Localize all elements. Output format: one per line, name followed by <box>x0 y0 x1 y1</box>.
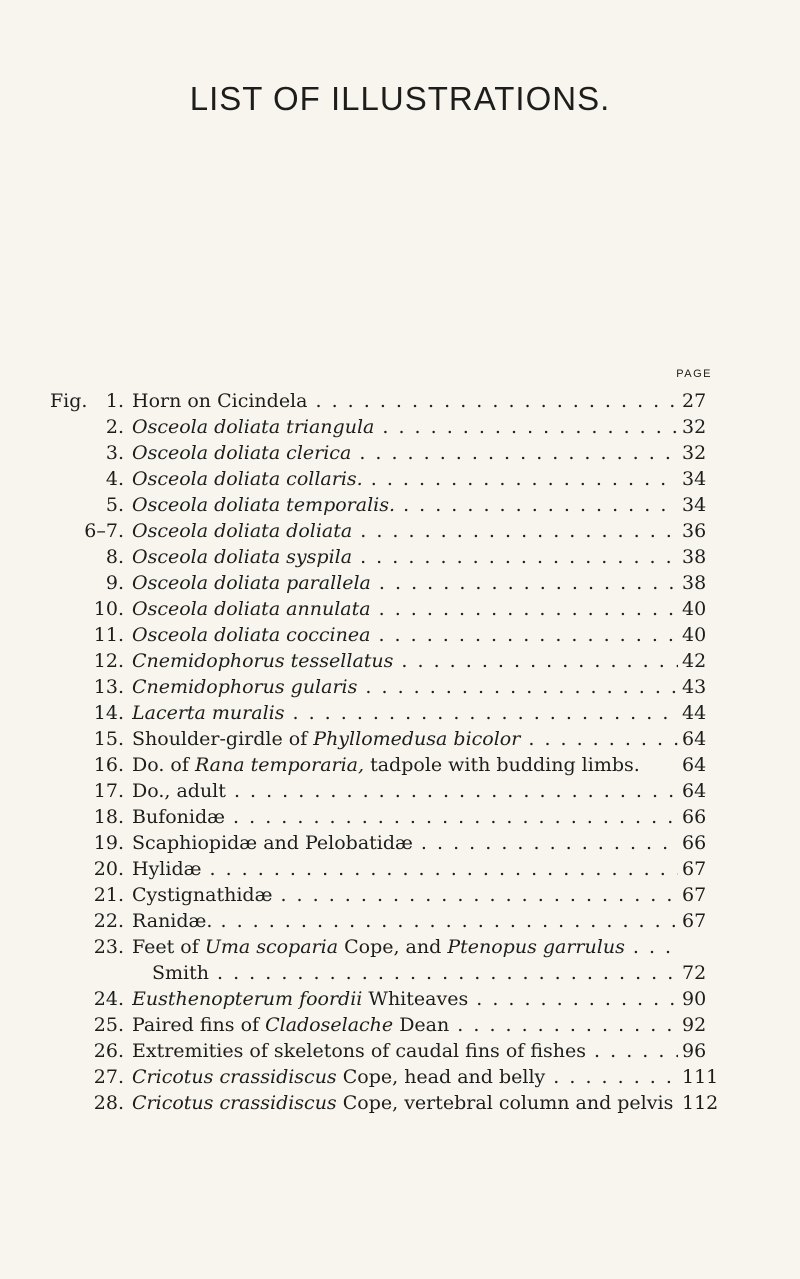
caption-segment: Osceola doliata syspila <box>132 546 353 568</box>
page-number: 67 <box>682 908 716 934</box>
figure-caption <box>132 622 678 648</box>
page-number: 36 <box>682 518 716 544</box>
list-item <box>0 752 800 778</box>
caption-segment: Cladoselache <box>265 1014 394 1036</box>
figure-caption <box>132 388 678 414</box>
page-number: 40 <box>682 596 716 622</box>
figure-caption <box>132 674 678 700</box>
list-item <box>0 570 800 596</box>
illustrations-list <box>0 388 800 1116</box>
list-item <box>0 804 800 830</box>
figure-number: 25. <box>93 1014 124 1036</box>
page-number: 66 <box>682 804 716 830</box>
caption-segment: Smith <box>152 962 209 984</box>
figure-number: 5. <box>105 494 124 516</box>
caption-segment: Osceola doliata parallela <box>132 572 371 594</box>
figure-caption <box>132 440 678 466</box>
list-item <box>0 778 800 804</box>
page-number: 67 <box>682 856 716 882</box>
page-number: 67 <box>682 882 716 908</box>
figure-number: 3. <box>105 442 124 464</box>
figure-caption <box>132 1038 678 1064</box>
figure-number: 4. <box>105 468 124 490</box>
figure-caption <box>132 544 678 570</box>
figure-number: 8. <box>105 546 124 568</box>
caption-segment: Eusthenopterum foordii <box>132 988 363 1010</box>
list-item <box>0 908 800 934</box>
page-number: 40 <box>682 622 716 648</box>
caption-segment: Do., adult <box>132 780 226 802</box>
caption-segment: Cope, and <box>338 936 448 958</box>
figure-caption <box>132 726 678 752</box>
page-number: 38 <box>682 570 716 596</box>
figure-number: 23. <box>93 936 124 958</box>
page-number: 42 <box>682 648 716 674</box>
list-item <box>0 518 800 544</box>
figure-number: 18. <box>93 806 124 828</box>
caption-segment: Cricotus crassidiscus <box>132 1066 337 1088</box>
figure-caption <box>132 804 678 830</box>
page-number: 64 <box>682 778 716 804</box>
list-item <box>0 492 800 518</box>
page-number: 64 <box>682 726 716 752</box>
figure-caption <box>132 908 678 934</box>
figure-number: 9. <box>105 572 124 594</box>
list-item <box>0 622 800 648</box>
figure-number: 2. <box>105 416 124 438</box>
caption-segment: Feet of <box>132 936 205 958</box>
caption-segment: Paired fins of <box>132 1014 266 1036</box>
figure-number: 17. <box>93 780 124 802</box>
page-number: 34 <box>682 466 716 492</box>
figure-number: 26. <box>93 1040 124 1062</box>
list-item <box>0 466 800 492</box>
figure-number: 28. <box>93 1092 124 1114</box>
figure-number: 11. <box>93 624 124 646</box>
page-number: 72 <box>682 960 716 986</box>
figure-number: 24. <box>93 988 124 1010</box>
page-number: 111 <box>682 1066 719 1088</box>
list-item <box>0 388 800 414</box>
caption-segment: Bufonidæ <box>132 806 226 828</box>
figure-caption <box>132 1090 678 1116</box>
list-item <box>0 1090 800 1116</box>
page-number: 90 <box>682 986 716 1012</box>
figure-caption <box>132 414 678 440</box>
figure-number: 1. <box>105 390 124 412</box>
page-number: 64 <box>682 752 716 778</box>
page-column-header: PAGE <box>676 368 712 380</box>
caption-segment: Horn on Cicindela <box>132 390 308 412</box>
page-number: 66 <box>682 830 716 856</box>
figure-caption <box>132 596 678 622</box>
figure-number: 16. <box>93 754 124 776</box>
figure-number: 21. <box>93 884 124 906</box>
caption-segment: Cnemidophorus gularis <box>132 676 358 698</box>
list-item <box>0 856 800 882</box>
caption-segment: Uma scoparia <box>204 936 339 958</box>
caption-segment: Hylidæ <box>132 858 202 880</box>
caption-segment: Ranidæ. <box>132 910 213 932</box>
figure-caption <box>132 882 678 908</box>
list-item <box>0 648 800 674</box>
figure-number: 13. <box>93 676 124 698</box>
caption-segment: Osceola doliata clerica <box>132 442 352 464</box>
caption-segment: Cope, vertebral column and pelvis <box>336 1092 674 1114</box>
caption-segment: Cnemidophorus tessellatus <box>132 650 394 672</box>
figure-number: 14. <box>93 702 124 724</box>
page-number: 96 <box>682 1038 716 1064</box>
caption-segment: Lacerta muralis <box>132 702 285 724</box>
list-item <box>0 934 800 986</box>
list-item <box>0 700 800 726</box>
caption-segment: Ptenopus garrulus <box>447 936 625 958</box>
figure-number: 15. <box>93 728 124 750</box>
caption-segment: Whiteaves <box>362 988 469 1010</box>
caption-segment: Cope, head and belly <box>336 1066 546 1088</box>
page-number: 44 <box>682 700 716 726</box>
caption-segment: Osceola doliata doliata <box>132 520 353 542</box>
caption-segment: Scaphiopidæ and Pelobatidæ <box>132 832 413 854</box>
figure-caption <box>132 700 678 726</box>
caption-segment: Cystignathidæ <box>132 884 273 906</box>
list-item <box>0 986 800 1012</box>
list-item <box>0 1012 800 1038</box>
figure-caption <box>132 778 678 804</box>
caption-segment: Osceola doliata annulata <box>132 598 371 620</box>
page-number: 34 <box>682 492 716 518</box>
page-number: 112 <box>682 1092 719 1114</box>
caption-segment: Do. of <box>132 754 195 776</box>
page-number: 92 <box>682 1012 716 1038</box>
fig-label: Fig. <box>50 390 88 412</box>
page-title: LIST OF ILLUSTRATIONS. <box>189 80 611 117</box>
list-item <box>0 1038 800 1064</box>
caption-segment: Rana temporaria, <box>194 754 365 776</box>
list-item <box>0 596 800 622</box>
list-item <box>0 414 800 440</box>
figure-number: 10. <box>93 598 124 620</box>
page-number: 38 <box>682 544 716 570</box>
page-number: 32 <box>682 414 716 440</box>
list-item <box>0 1064 800 1090</box>
figure-caption <box>132 518 678 544</box>
caption-segment: Osceola doliata triangula <box>132 416 375 438</box>
caption-segment: Cricotus crassidiscus <box>132 1092 337 1114</box>
list-item <box>0 674 800 700</box>
page-number: 43 <box>682 674 716 700</box>
figure-caption <box>132 1012 678 1038</box>
list-item <box>0 544 800 570</box>
figure-number: 12. <box>93 650 124 672</box>
figure-number: 22. <box>93 910 124 932</box>
figure-caption <box>132 934 678 960</box>
caption-segment: Dean <box>393 1014 450 1036</box>
list-item <box>0 726 800 752</box>
caption-segment: Shoulder-girdle of <box>132 728 314 750</box>
caption-segment: Osceola doliata coccinea <box>132 624 371 646</box>
list-item <box>0 440 800 466</box>
figure-caption <box>132 752 678 778</box>
figure-number: 19. <box>93 832 124 854</box>
caption-segment: Osceola doliata temporalis. <box>132 494 396 516</box>
caption-segment: Extremities of skeletons of caudal fins of fishes <box>132 1040 587 1062</box>
figure-caption <box>132 492 678 518</box>
figure-caption <box>132 570 678 596</box>
figure-caption-continuation <box>152 960 678 986</box>
list-item <box>0 882 800 908</box>
page-number: 27 <box>682 388 716 414</box>
figure-number: 20. <box>93 858 124 880</box>
figure-number: 27. <box>93 1066 124 1088</box>
figure-number: 6–7. <box>84 520 124 542</box>
figure-caption <box>132 466 678 492</box>
figure-caption <box>132 986 678 1012</box>
figure-caption <box>132 648 678 674</box>
figure-caption <box>132 856 678 882</box>
caption-segment: tadpole with budding limbs. <box>364 754 640 776</box>
page-number: 32 <box>682 440 716 466</box>
figure-caption <box>132 1064 678 1090</box>
list-item <box>0 830 800 856</box>
caption-segment: Phyllomedusa bicolor <box>313 728 521 750</box>
figure-caption <box>132 830 678 856</box>
caption-segment: Osceola doliata collaris. <box>132 468 363 490</box>
